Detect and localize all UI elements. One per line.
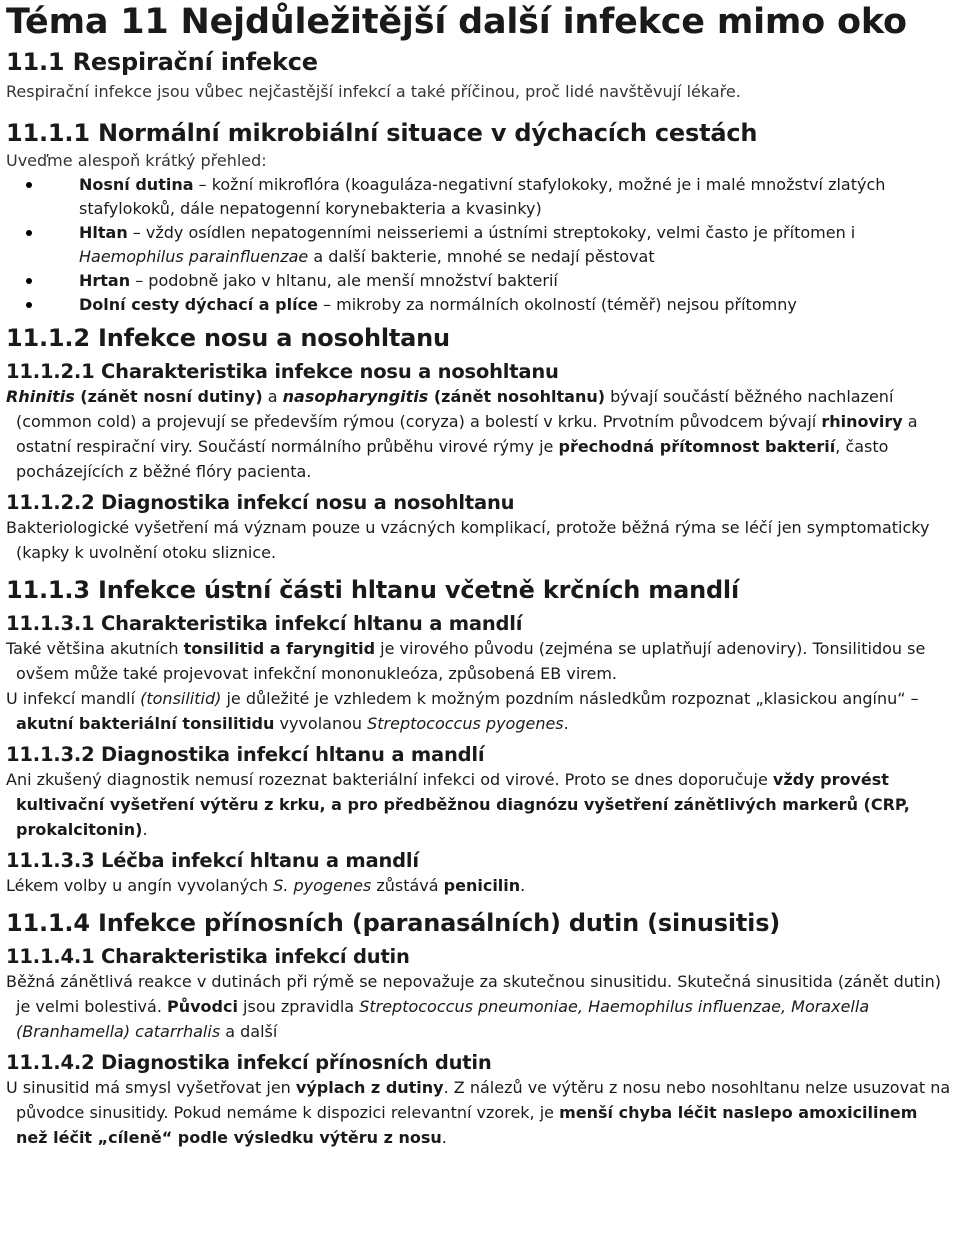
paragraph-tonsilitis-2: U infekcí mandlí (tonsilitid) je důležité je vzhledem k možným pozdním následkům rozpoznat „klasickou angínu“ – akutní bakteriální tonsilitidu vyvolanou Streptococcus pyogenes.	[6, 689, 919, 733]
bullet-icon	[26, 278, 32, 284]
section-heading-11-1-2-1: 11.1.2.1 Charakteristika infekce nosu a nosohltanu	[6, 360, 559, 383]
document-page	[6, 0, 954, 1150]
bullet-icon	[26, 302, 32, 308]
list-item: Hrtan – podobně jako v hltanu, ale menší množství bakterií	[6, 269, 954, 293]
section-heading-11-1: 11.1 Respirační infekce	[6, 48, 318, 76]
paragraph-diagnostics-sinus: U sinusitid má smysl vyšetřovat jen výplach z dutiny. Z nálezů ve výtěru z nosu nebo nosohltanu nelze usuzovat na původce sinusitidy. Pokud nemáme k dispozici relevantní vzorek, je menší chyba léčit naslepo amoxicilinem než léčit „cíleně“ podle výsledku výtěru z nosu.	[6, 1078, 951, 1147]
list-item: Dolní cesty dýchací a plíce – mikroby za normálních okolností (téměř) nejsou přítomny	[6, 293, 954, 317]
paragraph-diagnostics-throat: Ani zkušený diagnostik nemusí rozeznat bakteriální infekci od virové. Proto se dnes doporučuje vždy provést kultivační vyšetření výtěru z krku, a pro předběžnou diagnózu vyšetření zánětlivých markerů (CRP, prokalcitonin).	[6, 770, 910, 839]
section-heading-11-1-2: 11.1.2 Infekce nosu a nosohltanu	[6, 324, 450, 352]
section-intro-11-1-1: Uveďme alespoň krátký přehled:	[6, 151, 267, 170]
section-heading-11-1-3: 11.1.3 Infekce ústní části hltanu včetně krčních mandlí	[6, 576, 739, 604]
section-heading-11-1-3-2: 11.1.3.2 Diagnostika infekcí hltanu a mandlí	[6, 743, 485, 766]
section-heading-11-1-4-2: 11.1.4.2 Diagnostika infekcí přínosních dutin	[6, 1051, 492, 1074]
bullet-icon	[26, 182, 32, 188]
microflora-list	[6, 173, 954, 317]
paragraph-sinusitis: Běžná zánětlivá reakce v dutinách při rýmě se nepovažuje za skutečnou sinusitidu. Skutečná sinusitida (zánět dutin) je velmi bolestivá. Původci jsou zpravidla Streptococcus pneumoniae, Haemophilus influenzae, Moraxella (Branhamella) catarrhalis a další	[6, 972, 942, 1041]
section-heading-11-1-2-2: 11.1.2.2 Diagnostika infekcí nosu a nosohltanu	[6, 491, 515, 514]
section-heading-11-1-4-1: 11.1.4.1 Charakteristika infekcí dutin	[6, 945, 410, 968]
paragraph-diagnostics-nose: Bakteriologické vyšetření má význam pouze u vzácných komplikací, protože běžná rýma se léčí jen symptomaticky (kapky k uvolnění otoku sliznice.	[6, 518, 930, 562]
paragraph-treatment-throat: Lékem volby u angín vyvolaných S. pyogenes zůstává penicilin.	[6, 876, 526, 895]
section-intro-11-1: Respirační infekce jsou vůbec nejčastější infekcí a také příčinou, proč lidé navštěvují lékaře.	[6, 82, 741, 101]
bullet-icon	[26, 230, 32, 236]
page-title: Téma 11 Nejdůležitější další infekce mimo oko	[6, 2, 907, 42]
list-item: Nosní dutina – kožní mikroflóra (koaguláza-negativní stafylokoky, možné je i malé množství zlatých stafylokoků, dále nepatogenní korynebakteria a kvasinky)	[6, 173, 954, 221]
paragraph-rhinitis: Rhinitis (zánět nosní dutiny) a nasopharyngitis (zánět nosohltanu) bývají součástí běžného nachlazení (common cold) a projevují se především rýmou (coryza) a bolestí v krku. Prvotním původcem bývají rhinoviry a ostatní respirační viry. Součástí normálního průběhu virové rýmy je přechodná přítomnost bakterií, často pocházejících z běžné flóry pacienta.	[6, 387, 918, 481]
list-item: Hltan – vždy osídlen nepatogenními neisseriemi a ústními streptokoky, velmi často je přítomen i Haemophilus parainfluenzae a další bakterie, mnohé se nedají pěstovat	[6, 221, 954, 269]
paragraph-tonsilitis-1: Také většina akutních tonsilitid a faryngitid je virového původu (zejména se uplatňují adenoviry). Tonsilitidou se ovšem může také projevovat infekční mononukleóza, způsobená EB virem.	[6, 639, 926, 683]
section-heading-11-1-3-3: 11.1.3.3 Léčba infekcí hltanu a mandlí	[6, 849, 419, 872]
section-heading-11-1-1: 11.1.1 Normální mikrobiální situace v dýchacích cestách	[6, 119, 758, 147]
section-heading-11-1-4: 11.1.4 Infekce přínosních (paranasálních) dutin (sinusitis)	[6, 909, 781, 937]
section-heading-11-1-3-1: 11.1.3.1 Charakteristika infekcí hltanu a mandlí	[6, 612, 523, 635]
